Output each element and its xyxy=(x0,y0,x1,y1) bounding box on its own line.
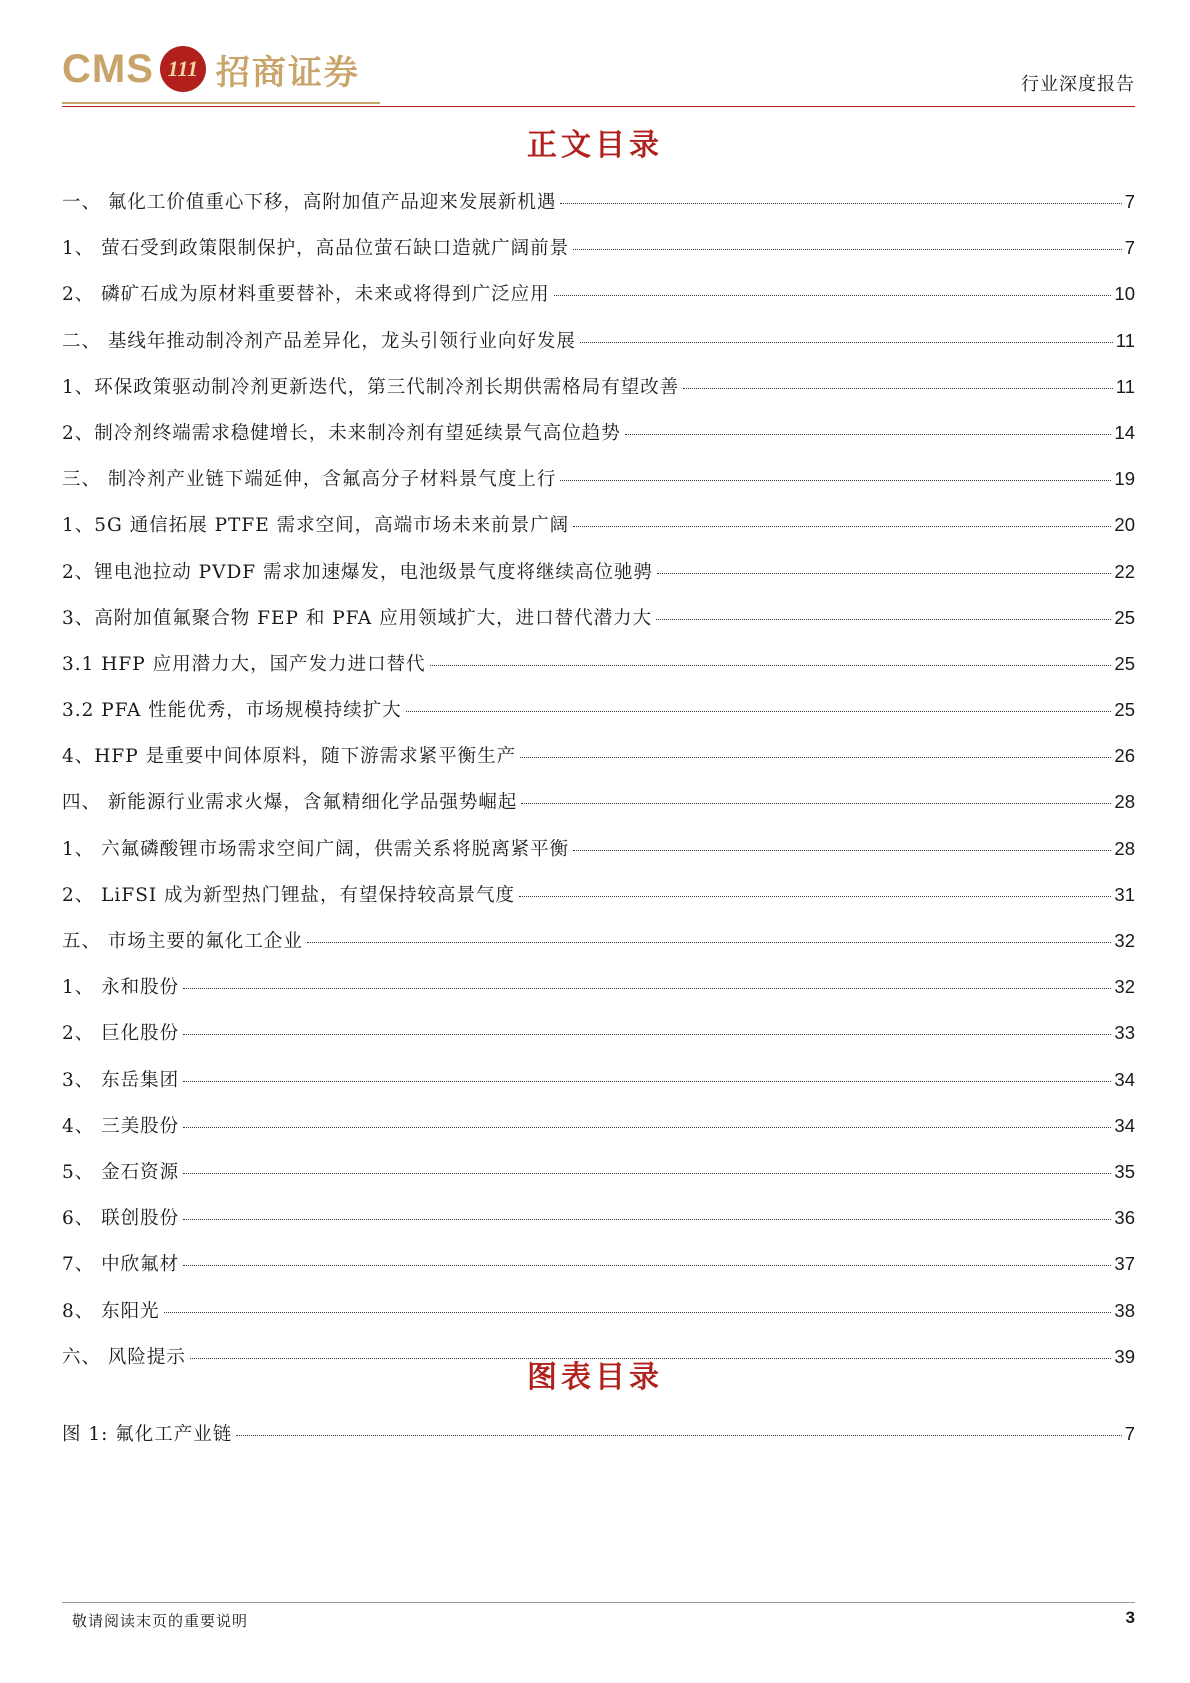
footer-divider xyxy=(62,1602,1135,1603)
page-header xyxy=(62,40,1135,108)
toc-entry[interactable] xyxy=(62,1408,1135,1454)
toc-entry[interactable] xyxy=(62,638,1135,684)
dot-leader xyxy=(307,942,1112,943)
logo-chinese-text: 招商证券 xyxy=(215,52,360,93)
dot-leader xyxy=(573,526,1111,527)
toc-entry[interactable] xyxy=(62,776,1135,822)
toc-entry-text[interactable]: 3.1 HFP 应用潜力大，国产发力进口替代 xyxy=(62,653,426,675)
toc-entry-page[interactable]: 7 xyxy=(1124,191,1135,212)
toc-entry-page[interactable]: 26 xyxy=(1114,745,1135,767)
toc-entry[interactable] xyxy=(62,176,1135,222)
toc-entry[interactable] xyxy=(62,592,1135,638)
dot-leader xyxy=(183,1219,1111,1220)
toc-entry-text[interactable]: 7、 中欣氟材 xyxy=(62,1254,180,1276)
dot-leader xyxy=(560,203,1121,204)
toc-entry-page[interactable]: 31 xyxy=(1114,883,1135,905)
toc-entry-page[interactable]: 33 xyxy=(1114,1022,1135,1044)
dot-leader xyxy=(183,1034,1111,1035)
toc-entry-text[interactable]: 5、 金石资源 xyxy=(62,1161,180,1183)
toc-entry-page[interactable]: 34 xyxy=(1114,1114,1135,1136)
dot-leader xyxy=(560,480,1111,481)
toc-entry[interactable] xyxy=(62,546,1135,592)
toc-entry-text[interactable]: 2、 LiFSI 成为新型热门锂盐，有望保持较高景气度 xyxy=(62,884,516,906)
toc-entry-text[interactable]: 3.2 PFA 性能优秀，市场规模持续扩大 xyxy=(62,700,402,722)
toc-entry[interactable] xyxy=(62,499,1135,545)
logo-badge-icon: 111 xyxy=(160,46,206,92)
toc-entry-page[interactable]: 14 xyxy=(1114,421,1135,443)
dot-leader xyxy=(554,295,1112,296)
toc-entry[interactable] xyxy=(62,1238,1135,1284)
toc-entry-text[interactable]: 3、高附加值氟聚合物 FEP 和 PFA 应用领域扩大，进口替代潜力大 xyxy=(62,607,653,629)
toc-entry[interactable] xyxy=(62,915,1135,961)
toc-entry[interactable] xyxy=(62,315,1135,361)
figures-list xyxy=(62,1408,1135,1454)
toc-entry-text[interactable]: 8、 东阳光 xyxy=(62,1300,160,1322)
header-divider xyxy=(62,106,1135,107)
dot-leader xyxy=(521,803,1111,804)
dot-leader xyxy=(236,1435,1121,1436)
toc-entry[interactable] xyxy=(62,1100,1135,1146)
toc-entry[interactable] xyxy=(62,730,1135,776)
toc-entry-page[interactable]: 22 xyxy=(1114,560,1135,582)
toc-entry-page[interactable]: 36 xyxy=(1114,1207,1135,1229)
toc-entry[interactable] xyxy=(62,961,1135,1007)
toc-entry-text[interactable]: 2、制冷剂终端需求稳健增长，未来制冷剂有望延续景气高位趋势 xyxy=(62,422,621,444)
dot-leader xyxy=(183,988,1111,989)
toc-entry-text[interactable]: 六、 风险提示 xyxy=(62,1346,186,1368)
toc-entry[interactable] xyxy=(62,1192,1135,1238)
toc-entry-text[interactable]: 2、 磷矿石成为原材料重要替补，未来或将得到广泛应用 xyxy=(62,284,550,306)
toc-entry-text[interactable]: 4、 三美股份 xyxy=(62,1115,180,1137)
toc-entry-text[interactable]: 五、 市场主要的氟化工企业 xyxy=(62,931,303,952)
toc-entry-text[interactable]: 1、 六氟磷酸锂市场需求空间广阔，供需关系将脱离紧平衡 xyxy=(62,838,570,860)
toc-entry-page[interactable]: 28 xyxy=(1114,837,1135,859)
toc-entry-page[interactable]: 39 xyxy=(1114,1345,1135,1367)
dot-leader xyxy=(183,1081,1111,1082)
dot-leader xyxy=(625,434,1112,435)
toc-entry-page[interactable]: 32 xyxy=(1114,976,1135,998)
dot-leader xyxy=(183,1127,1111,1128)
toc-entry[interactable] xyxy=(62,1146,1135,1192)
toc-entry-text[interactable]: 图 1: 氟化工产业链 xyxy=(62,1424,233,1445)
toc-entry-text[interactable]: 2、锂电池拉动 PVDF 需求加速爆发，电池级景气度将继续高位驰骋 xyxy=(62,561,654,583)
toc-entry[interactable] xyxy=(62,823,1135,869)
page-number: 3 xyxy=(1125,1608,1135,1627)
toc-list xyxy=(62,176,1135,1377)
toc-title: 正文目录 xyxy=(527,128,663,163)
logo-latin-text: CMS xyxy=(62,46,154,91)
toc-entry[interactable] xyxy=(62,222,1135,268)
footer-note: 敬请阅读末页的重要说明 xyxy=(72,1612,249,1630)
toc-entry-page[interactable]: 10 xyxy=(1114,283,1135,305)
logo-underline xyxy=(62,102,380,104)
dot-leader xyxy=(657,573,1111,574)
report-type-label: 行业深度报告 xyxy=(1021,74,1135,95)
toc-entry-page[interactable]: 34 xyxy=(1114,1068,1135,1090)
toc-entry[interactable] xyxy=(62,1285,1135,1331)
cms-logo xyxy=(62,40,360,98)
dot-leader xyxy=(183,1265,1111,1266)
toc-entry-text[interactable]: 四、 新能源行业需求火爆，含氟精细化学品强势崛起 xyxy=(62,792,518,814)
toc-entry[interactable] xyxy=(62,684,1135,730)
dot-leader xyxy=(164,1312,1112,1313)
toc-entry-text[interactable]: 二、 基线年推动制冷剂产品差异化，龙头引领行业向好发展 xyxy=(62,330,576,352)
figures-title: 图表目录 xyxy=(527,1360,663,1395)
toc-entry-text[interactable]: 1、环保政策驱动制冷剂更新迭代，第三代制冷剂长期供需格局有望改善 xyxy=(62,376,680,398)
toc-entry[interactable] xyxy=(62,453,1135,499)
toc-entry-text[interactable]: 1、 永和股份 xyxy=(62,977,180,999)
toc-entry-page[interactable]: 25 xyxy=(1114,652,1135,674)
toc-entry-text[interactable]: 一、 氟化工价值重心下移，高附加值产品迎来发展新机遇 xyxy=(62,192,557,213)
toc-entry-page[interactable]: 11 xyxy=(1115,375,1135,397)
toc-entry-text[interactable]: 6、 联创股份 xyxy=(62,1208,180,1230)
toc-entry[interactable] xyxy=(62,1054,1135,1100)
toc-entry-page[interactable]: 25 xyxy=(1114,699,1135,721)
dot-leader xyxy=(183,1173,1111,1174)
toc-entry-text[interactable]: 1、 萤石受到政策限制保护，高品位萤石缺口造就广阔前景 xyxy=(62,238,570,260)
dot-leader xyxy=(519,896,1111,897)
toc-entry-page[interactable]: 35 xyxy=(1114,1160,1135,1182)
toc-entry-text[interactable]: 4、HFP 是重要中间体原料，随下游需求紧平衡生产 xyxy=(62,746,517,768)
dot-leader xyxy=(573,850,1111,851)
toc-entry-page[interactable]: 7 xyxy=(1124,237,1135,259)
toc-entry-text[interactable]: 3、 东岳集团 xyxy=(62,1069,180,1091)
toc-entry-text[interactable]: 三、 制冷剂产业链下端延伸，含氟高分子材料景气度上行 xyxy=(62,469,557,491)
toc-entry-page[interactable]: 32 xyxy=(1114,930,1135,951)
dot-leader xyxy=(683,388,1113,389)
dot-leader xyxy=(520,757,1111,758)
toc-entry[interactable] xyxy=(62,869,1135,915)
toc-entry-page[interactable]: 25 xyxy=(1114,606,1135,628)
dot-leader xyxy=(430,665,1112,666)
dot-leader xyxy=(656,619,1111,620)
dot-leader xyxy=(573,249,1122,250)
toc-entry[interactable] xyxy=(62,407,1135,453)
dot-leader xyxy=(580,342,1113,343)
toc-entry-page[interactable]: 28 xyxy=(1114,791,1135,813)
toc-entry-text[interactable]: 2、 巨化股份 xyxy=(62,1023,180,1045)
toc-entry-text[interactable]: 1、5G 通信拓展 PTFE 需求空间，高端市场未来前景广阔 xyxy=(62,515,570,537)
toc-entry[interactable] xyxy=(62,361,1135,407)
toc-entry-page[interactable]: 7 xyxy=(1124,1423,1135,1444)
toc-entry-page[interactable]: 20 xyxy=(1114,514,1135,536)
toc-entry[interactable] xyxy=(62,268,1135,314)
toc-entry-page[interactable]: 11 xyxy=(1115,329,1135,351)
dot-leader xyxy=(406,711,1112,712)
toc-entry-page[interactable]: 19 xyxy=(1114,468,1135,490)
toc-entry-page[interactable]: 37 xyxy=(1114,1253,1135,1275)
toc-entry[interactable] xyxy=(62,1007,1135,1053)
toc-entry-page[interactable]: 38 xyxy=(1114,1299,1135,1321)
